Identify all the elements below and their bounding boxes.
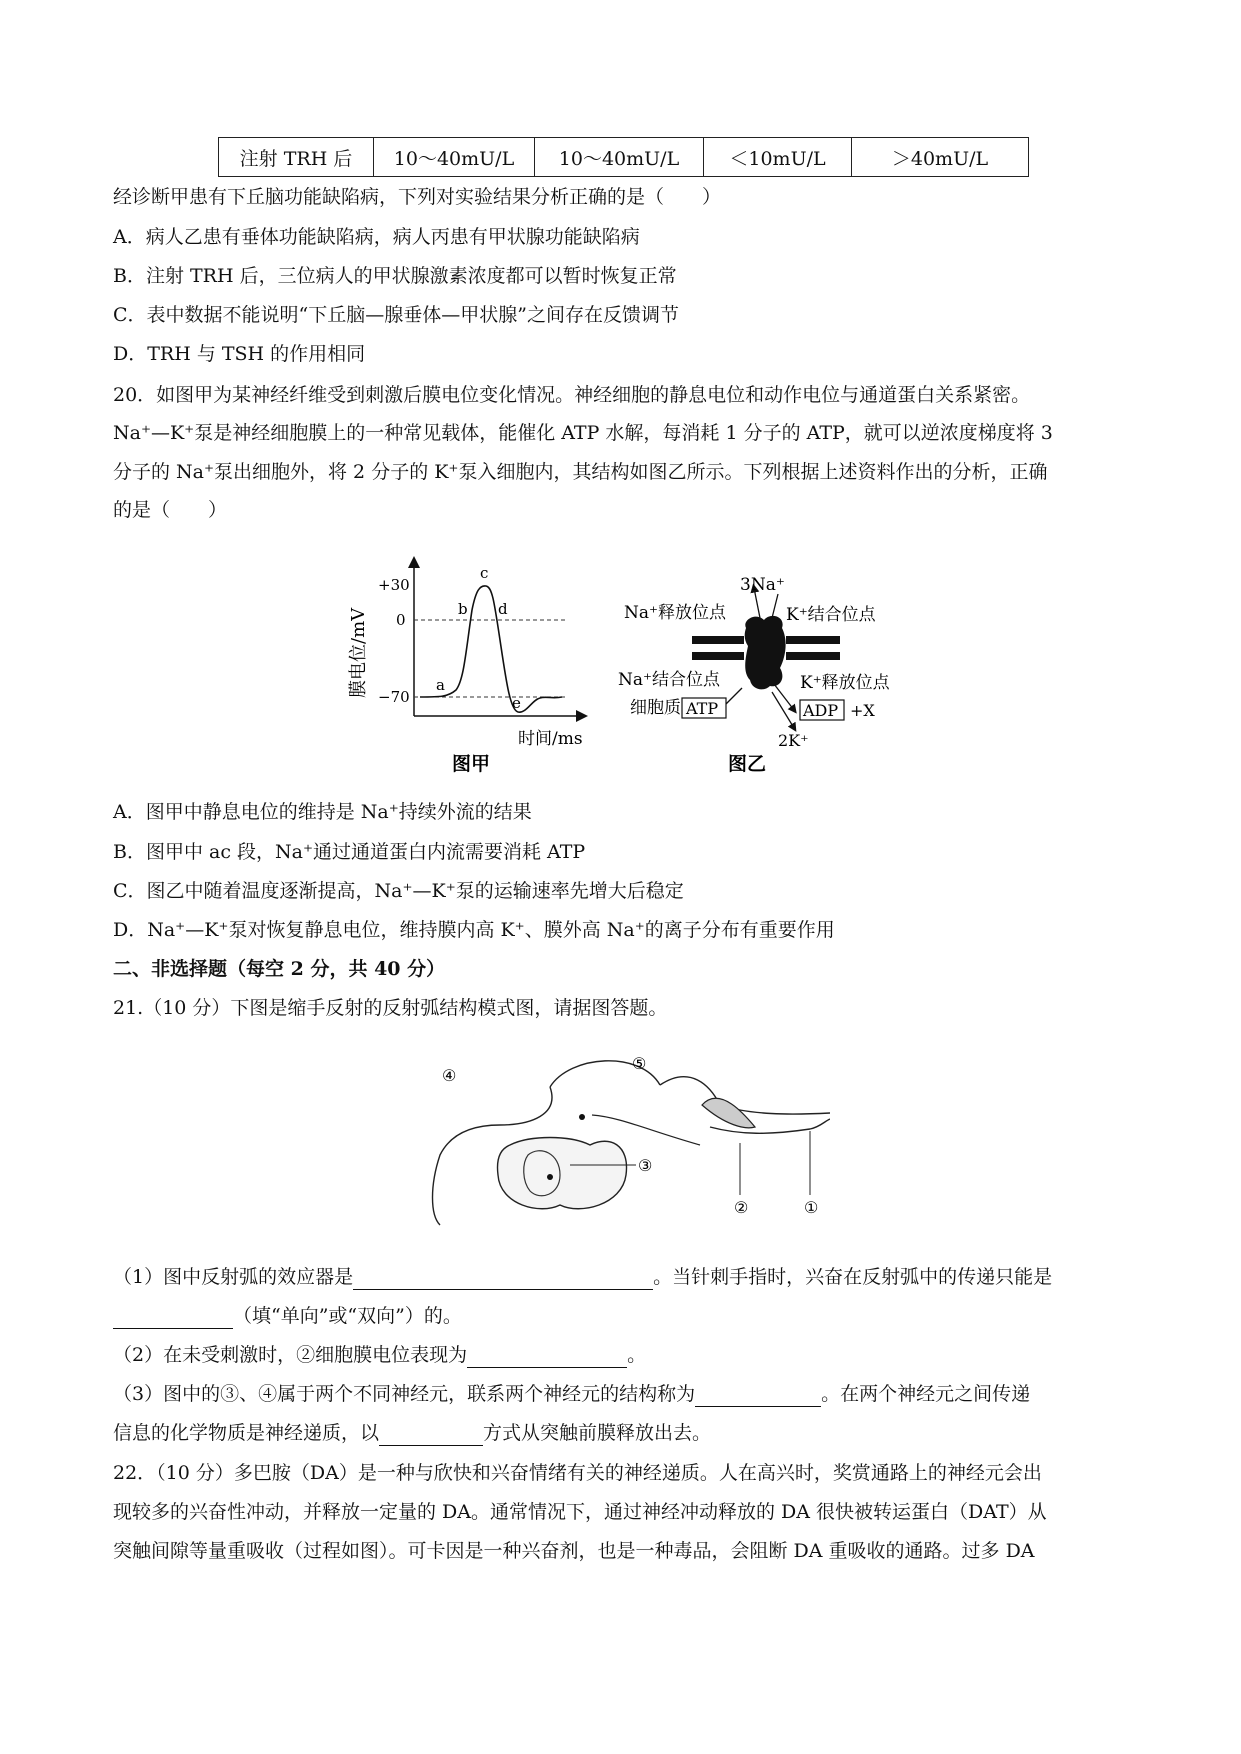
- q21-part2: [113, 1342, 646, 1368]
- figure-reflex-arc: [410, 1045, 830, 1235]
- q21-part3-line2: [113, 1420, 711, 1446]
- q22-stem-line2: 现较多的兴奋性冲动，并释放一定量的 DA。通常情况下，通过神经冲动释放的 DA 很快被转运蛋白（DAT）从: [113, 1501, 1047, 1523]
- q21-part3-text-a: （3）图中的③、④属于两个不同神经元，联系两个神经元的结构称为: [113, 1383, 696, 1405]
- point-b: b: [458, 600, 468, 618]
- q21-stem: 21.（10 分）下图是缩手反射的反射弧结构模式图，请据图答题。: [113, 997, 668, 1019]
- label-3na: 3Na⁺: [740, 575, 785, 595]
- q21-blank-1[interactable]: [353, 1269, 653, 1290]
- label-2k: 2K⁺: [778, 731, 809, 750]
- label-1: ①: [804, 1198, 819, 1217]
- q21-part3-text-d: 方式从突触前膜释放出去。: [483, 1422, 712, 1444]
- atp-line: [726, 688, 742, 704]
- table-cell: ＞40mU/L: [852, 138, 1029, 177]
- q21-blank-4[interactable]: [695, 1386, 821, 1407]
- figure-b-caption: 图乙: [728, 753, 767, 775]
- q19-option-b: B．注射 TRH 后，三位病人的甲状腺激素浓度都可以暂时恢复正常: [113, 265, 677, 287]
- section-title: 二、非选择题（每空 2 分，共 40 分）: [113, 958, 446, 980]
- label-k-release: K⁺释放位点: [800, 673, 890, 693]
- q21-blank-5[interactable]: [379, 1425, 483, 1446]
- table-cell: 10～40mU/L: [535, 138, 704, 177]
- table-cell: 10～40mU/L: [374, 138, 535, 177]
- label-5: ⑤: [632, 1054, 647, 1073]
- efferent-nerve: [592, 1115, 700, 1145]
- hormone-table: [218, 137, 1029, 177]
- q21-blank-2[interactable]: [113, 1308, 233, 1329]
- q21-part3-line1: [113, 1381, 1030, 1407]
- neuron-body: [579, 1114, 585, 1120]
- q21-part1-line2: [113, 1303, 462, 1329]
- q20-option-c: C．图乙中随着温度逐渐提高，Na⁺—K⁺泵的运输速率先增大后稳定: [113, 880, 684, 902]
- q21-part1-text-c: （填“单向”或“双向”）的。: [233, 1305, 462, 1327]
- membrane-right-top: [786, 636, 840, 644]
- q21-part3-text-c: 信息的化学物质是神经递质，以: [113, 1422, 380, 1444]
- tick-zero: 0: [396, 611, 406, 629]
- q21-part1-text-a: （1）图中反射弧的效应器是: [113, 1266, 354, 1288]
- membrane-right-bottom: [786, 652, 840, 660]
- tick-minus70: −70: [378, 688, 410, 706]
- k-in-line: [772, 594, 778, 618]
- k-release-arrow: [774, 684, 794, 710]
- label-3: ③: [638, 1156, 653, 1175]
- pump-protein: [745, 616, 786, 690]
- point-c: c: [480, 564, 489, 582]
- label-cytoplasm: 细胞质: [630, 698, 681, 718]
- x-axis-label: 时间/ms: [518, 729, 583, 749]
- q20-option-d: D．Na⁺—K⁺泵对恢复静息电位，维持膜内高 K⁺、膜外高 Na⁺的离子分布有重要作用: [113, 919, 835, 941]
- q20-option-a: A．图甲中静息电位的维持是 Na⁺持续外流的结果: [113, 801, 532, 823]
- q22-stem-line1: 22．（10 分）多巴胺（DA）是一种与欣快和兴奋情绪有关的神经递质。人在高兴时，奖赏通路上的神经元会出: [113, 1462, 1042, 1484]
- k2-arrow: [772, 692, 794, 728]
- label-na-bind: Na⁺结合位点: [618, 670, 720, 690]
- q21-part3-text-b: 。在两个神经元之间传递: [821, 1383, 1031, 1405]
- muscle: [702, 1098, 755, 1128]
- q21-blank-3[interactable]: [467, 1347, 627, 1368]
- q19-option-a: A．病人乙患有垂体功能缺陷病，病人丙患有甲状腺功能缺陷病: [113, 226, 640, 248]
- interneuron-body: [547, 1174, 553, 1180]
- label-plus-x: +X: [850, 701, 875, 720]
- label-2: ②: [734, 1198, 749, 1217]
- q19-option-d: D．TRH 与 TSH 的作用相同: [113, 343, 366, 365]
- spinal-cord: [498, 1138, 627, 1209]
- table-row-label: 注射 TRH 后: [219, 138, 374, 177]
- q20-stem-line3: 分子的 Na⁺泵出细胞外，将 2 分子的 K⁺泵入细胞内，其结构如图乙所示。下列根据上述资料作出的分析，正确: [113, 461, 1048, 483]
- q21-part1-line1: [113, 1264, 1052, 1290]
- label-k-bind: K⁺结合位点: [786, 605, 876, 625]
- label-adp: ADP: [803, 701, 839, 720]
- table-cell: ＜10mU/L: [704, 138, 852, 177]
- label-atp: ATP: [686, 699, 719, 718]
- q20-stem-line2: Na⁺—K⁺泵是神经细胞膜上的一种常见载体，能催化 ATP 水解，每消耗 1 分子的 ATP，就可以逆浓度梯度将 3: [113, 422, 1053, 444]
- q19-option-c: C．表中数据不能说明“下丘脑—腺垂体—甲状腺”之间存在反馈调节: [113, 304, 679, 326]
- arm-upper: [660, 1077, 830, 1114]
- q20-stem-line1: 20．如图甲为某神经纤维受到刺激后膜电位变化情况。神经细胞的静息电位和动作电位与通道蛋白关系紧密。: [113, 384, 1031, 406]
- table-row: [219, 138, 1029, 177]
- q22-stem-line3: 突触间隙等量重吸收（过程如图）。可卡因是一种兴奋剂，也是一种毒品，会阻断 DA 重吸收的通路。过多 DA: [113, 1540, 1035, 1562]
- q19-stem: 经诊断甲患有下丘脑功能缺陷病，下列对实验结果分析正确的是（ ）: [113, 186, 722, 208]
- figure-action-potential: [340, 550, 600, 780]
- point-e: e: [512, 694, 521, 712]
- figure-a-caption: 图甲: [452, 753, 491, 775]
- q21-part2-text-a: （2）在未受刺激时，②细胞膜电位表现为: [113, 1344, 468, 1366]
- membrane-left-bottom: [692, 652, 744, 660]
- q21-part2-text-b: 。: [627, 1344, 647, 1366]
- label-4: ④: [442, 1066, 457, 1085]
- q20-stem-line4: 的是（ ）: [113, 499, 228, 521]
- figure-na-k-pump: [610, 560, 930, 780]
- tick-plus30: +30: [378, 576, 410, 594]
- q20-option-b: B．图甲中 ac 段，Na⁺通过通道蛋白内流需要消耗 ATP: [113, 841, 586, 863]
- y-axis-label: 膜电位/mV: [348, 607, 369, 698]
- membrane-left-top: [692, 636, 744, 644]
- q21-part1-text-b: 。当针刺手指时，兴奋在反射弧中的传递只能是: [653, 1266, 1053, 1288]
- label-na-release: Na⁺释放位点: [624, 603, 726, 623]
- point-d: d: [498, 600, 508, 618]
- point-a: a: [436, 676, 445, 694]
